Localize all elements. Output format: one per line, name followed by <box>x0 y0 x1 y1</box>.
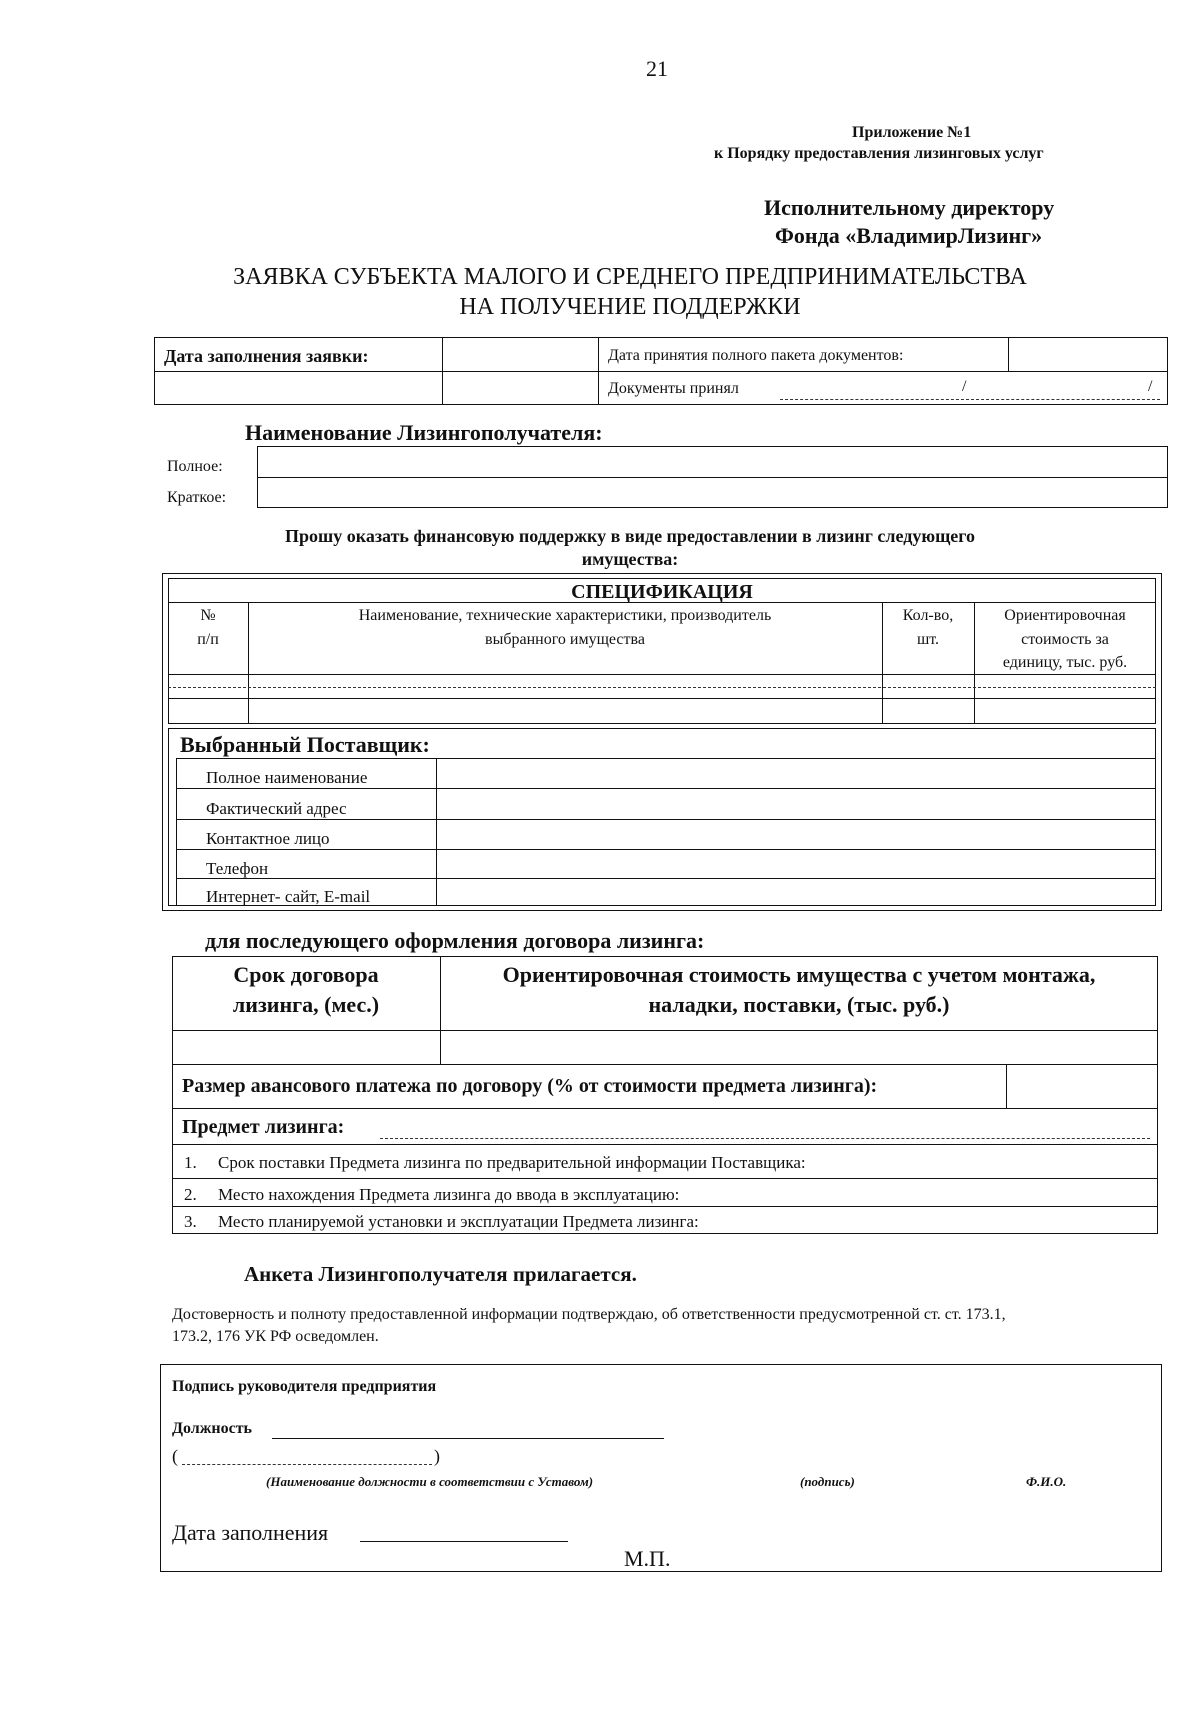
supplier-row-label: Полное наименование <box>206 768 368 787</box>
subject-label: Предмет лизинга: <box>182 1116 345 1138</box>
item-number: 2. <box>184 1185 197 1204</box>
signature-hint: (подпись) <box>800 1474 855 1489</box>
page-number: 21 <box>646 56 668 81</box>
cost-header-2: наладки, поставки, (тыс. руб.) <box>648 992 950 1017</box>
col-no-2: п/п <box>197 631 219 648</box>
term-field[interactable] <box>175 1033 437 1062</box>
col-cost-1: Ориентировочная <box>1004 607 1126 624</box>
request-line2: имущества: <box>581 549 679 569</box>
supplier-row-label: Интернет- сайт, E-mail <box>206 887 371 906</box>
installation-location-label: Место планируемой установки и эксплуатации Предмета лизинга: <box>218 1212 699 1231</box>
appendix-reference: к Порядку предоставления лизинговых услуг <box>714 145 1044 162</box>
position-field[interactable] <box>275 1414 661 1436</box>
advance-label: Размер авансового платежа по договору (% от стоимости предмета лизинга): <box>182 1075 878 1097</box>
separator: / <box>1148 378 1153 395</box>
received-date-field[interactable] <box>1012 341 1164 369</box>
fill-date-field[interactable] <box>158 374 438 402</box>
col-cost-3: единицу, тыс. руб. <box>1002 654 1128 671</box>
supplier-row-label: Контактное лицо <box>206 829 330 848</box>
stamp-placeholder: М.П. <box>624 1546 671 1571</box>
lessee-heading: Наименование Лизингополучателя: <box>245 420 603 445</box>
term-header-2: лизинга, (мес.) <box>232 992 380 1017</box>
supplier-row-label: Фактический адрес <box>206 799 347 818</box>
separator: / <box>962 378 967 395</box>
contract-heading: для последующего оформления договора лизинга: <box>205 928 705 953</box>
questionnaire-note: Анкета Лизингополучателя прилагается. <box>244 1262 637 1286</box>
position-hint: (Наименование должности в соответствии с Уставом) <box>266 1474 594 1489</box>
supplier-full-name-field[interactable] <box>440 761 1152 786</box>
advance-field[interactable] <box>1009 1067 1155 1106</box>
request-line1: Прошу оказать финансовую поддержку в виде предоставлении в лизинг следующего <box>285 526 975 546</box>
supplier-phone-field[interactable] <box>440 852 1152 876</box>
col-qty-2: шт. <box>916 631 940 648</box>
item-number: 3. <box>184 1212 197 1231</box>
form-title-line2: НА ПОЛУЧЕНИЕ ПОДДЕРЖКИ <box>459 294 801 320</box>
supplier-heading: Выбранный Поставщик: <box>180 732 430 757</box>
lessee-short-name-field[interactable] <box>260 480 1164 506</box>
supplier-address-field[interactable] <box>440 791 1152 817</box>
col-name-2: выбранного имущества <box>485 631 645 648</box>
fill-date-bottom-field[interactable] <box>362 1516 566 1540</box>
location-before-label: Место нахождения Предмета лизинга до ввода в эксплуатацию: <box>218 1185 680 1204</box>
fill-date-label: Дата заполнения заявки: <box>164 346 369 366</box>
paren-close: ) <box>434 1446 440 1466</box>
position-label: Должность <box>172 1420 253 1437</box>
lessee-full-label: Полное: <box>167 458 223 475</box>
supplier-row-label: Телефон <box>206 859 269 878</box>
col-name-1: Наименование, технические характеристики, производитель <box>358 607 772 624</box>
received-date-label: Дата принятия полного пакета документов: <box>608 347 904 364</box>
term-header-1: Срок договора <box>233 962 379 987</box>
appendix-number: Приложение №1 <box>852 124 972 141</box>
lessee-short-label: Краткое: <box>167 489 227 506</box>
col-qty-1: Кол-во, <box>902 607 954 624</box>
cost-header-1: Ориентировочная стоимость имущества с учетом монтажа, <box>502 962 1096 987</box>
col-cost-2: стоимость за <box>1021 631 1109 648</box>
supplier-website-field[interactable] <box>440 881 1152 904</box>
disclaimer-line2: 173.2, 176 УК РФ осведомлен. <box>172 1328 379 1345</box>
paren-open: ( <box>172 1446 178 1466</box>
cost-field[interactable] <box>443 1033 1155 1062</box>
signature-heading: Подпись руководителя предприятия <box>172 1378 437 1395</box>
col-no-1: № <box>200 607 216 624</box>
disclaimer-line1: Достоверность и полноту предоставленной информации подтверждаю, об ответственности предусмотренной ст. ст. 173.1, <box>172 1306 1006 1323</box>
lessee-full-name-field[interactable] <box>260 449 1164 475</box>
supplier-contact-field[interactable] <box>440 822 1152 847</box>
fill-date-bottom-label: Дата заполнения <box>172 1520 329 1545</box>
addressee-position: Исполнительному директору <box>764 195 1055 220</box>
item-number: 1. <box>184 1153 197 1172</box>
spec-row-field[interactable] <box>250 700 880 722</box>
docs-received-label: Документы принял <box>608 380 739 397</box>
spec-heading: СПЕЦИФИКАЦИЯ <box>571 581 753 603</box>
delivery-term-label: Срок поставки Предмета лизинга по предварительной информации Поставщика: <box>218 1153 806 1172</box>
full-name-hint: Ф.И.О. <box>1026 1474 1067 1489</box>
form-title-line1: ЗАЯВКА СУБЪЕКТА МАЛОГО И СРЕДНЕГО ПРЕДПРИНИМАТЕЛЬСТВА <box>233 264 1027 290</box>
addressee-organization: Фонда «ВладимирЛизинг» <box>775 223 1043 248</box>
